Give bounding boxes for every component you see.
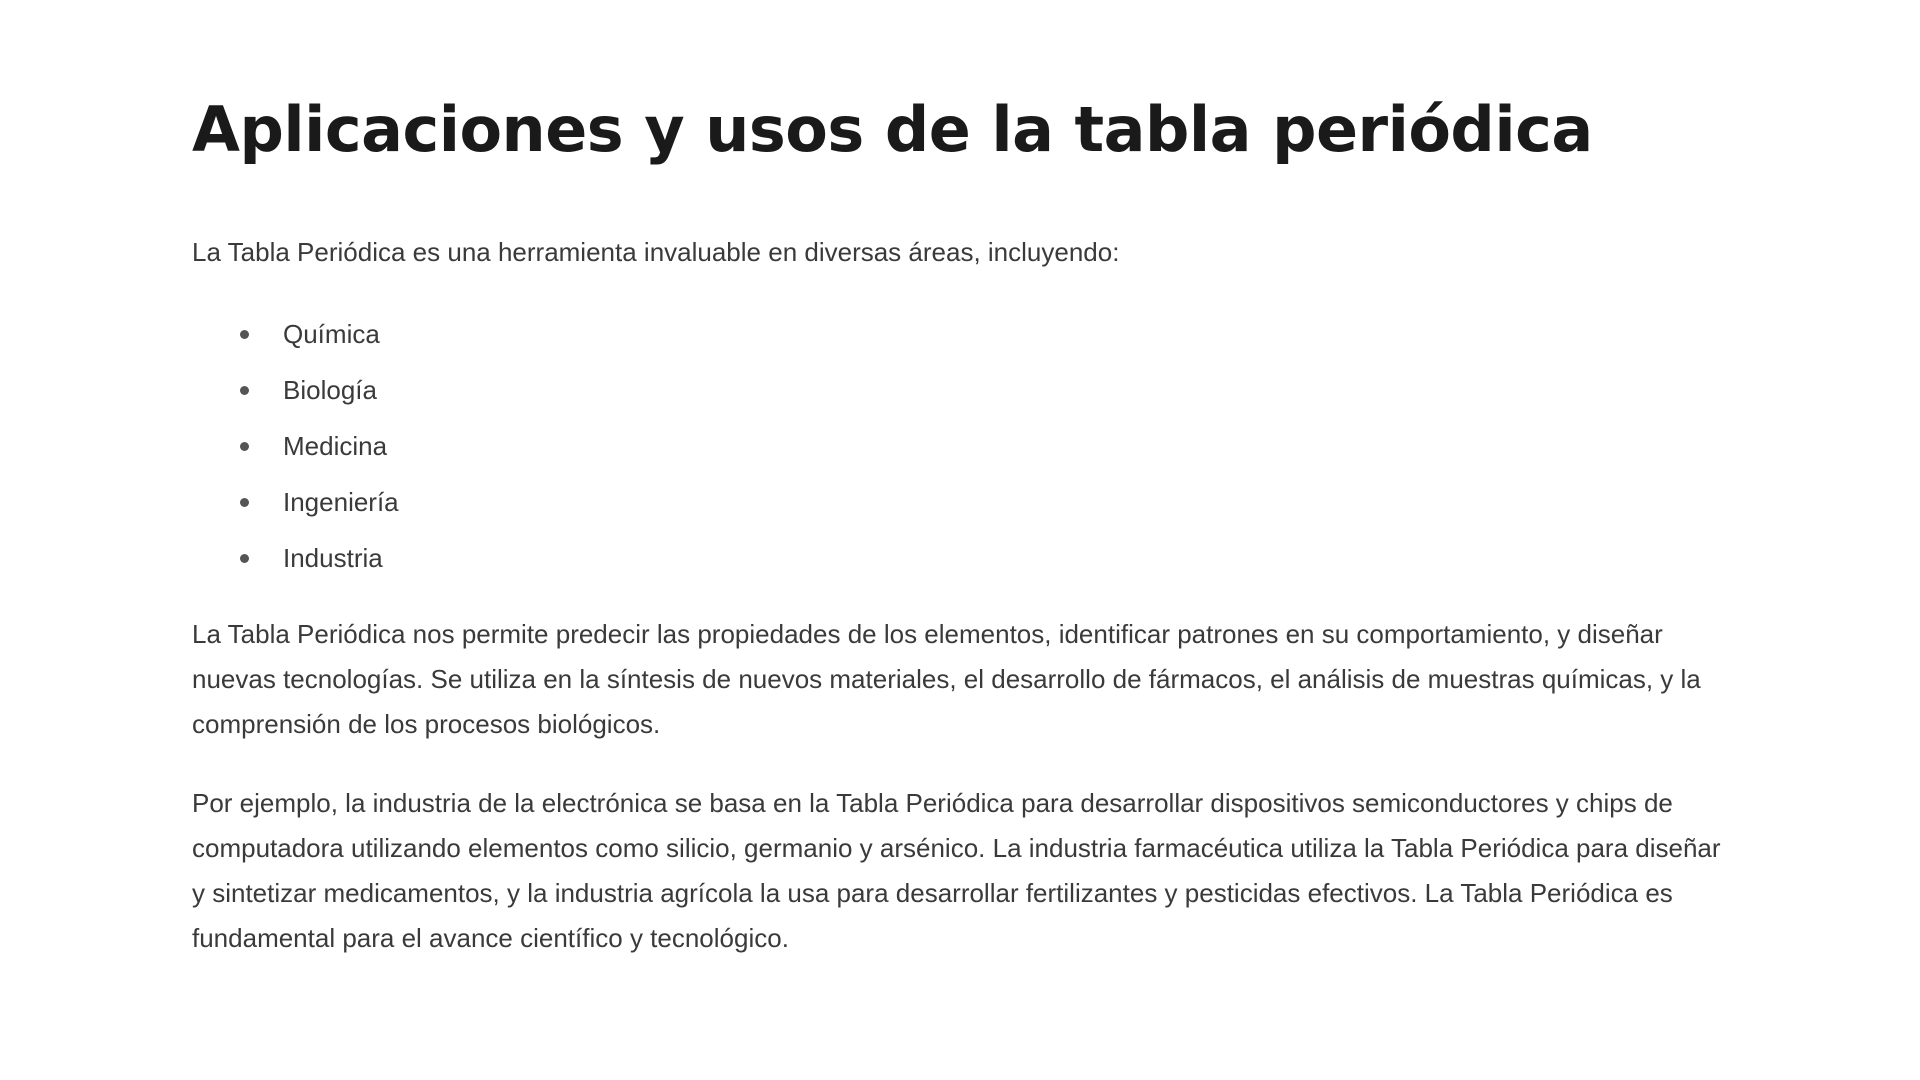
list-item xyxy=(240,362,1740,418)
slide-title: Aplicaciones y usos de la tabla periódica xyxy=(192,93,1593,166)
list-item-label: Biología xyxy=(283,375,377,405)
list-item xyxy=(240,530,1740,586)
bullet-icon xyxy=(240,498,249,507)
list-item xyxy=(240,306,1740,362)
applications-list xyxy=(192,306,1740,586)
bullet-icon xyxy=(240,386,249,395)
bullet-icon xyxy=(240,554,249,563)
list-item-label: Química xyxy=(283,319,380,349)
list-item-label: Ingeniería xyxy=(283,487,399,517)
paragraph-predictions: La Tabla Periódica nos permite predecir las propiedades de los elementos, identificar patrones en su comportamiento, y diseñar nuevas tecnologías. Se utiliza en la síntesis de nuevos materiales, el desarrollo de fármacos, el análisis de muestras químicas, y la comprensión de los procesos biológicos. xyxy=(192,619,1701,739)
list-item-label: Medicina xyxy=(283,431,388,461)
paragraph-examples: Por ejemplo, la industria de la electrónica se basa en la Tabla Periódica para desarrollar dispositivos semiconductores y chips de computadora utilizando elementos como silicio, germanio y arsénico. La industria farmacéutica utiliza la Tabla Periódica para diseñar y sintetizar medicamentos, y la industria agrícola la usa para desarrollar fertilizantes y pesticidas efectivos. La Tabla Periódica es fundamental para el avance científico y tecnológico. xyxy=(192,788,1721,953)
list-item xyxy=(240,418,1740,474)
list-item xyxy=(240,474,1740,530)
list-item-label: Industria xyxy=(283,543,383,573)
bullet-icon xyxy=(240,442,249,451)
intro-text: La Tabla Periódica es una herramienta invaluable en diversas áreas, incluyendo: xyxy=(192,237,1120,267)
bullet-icon xyxy=(240,330,249,339)
